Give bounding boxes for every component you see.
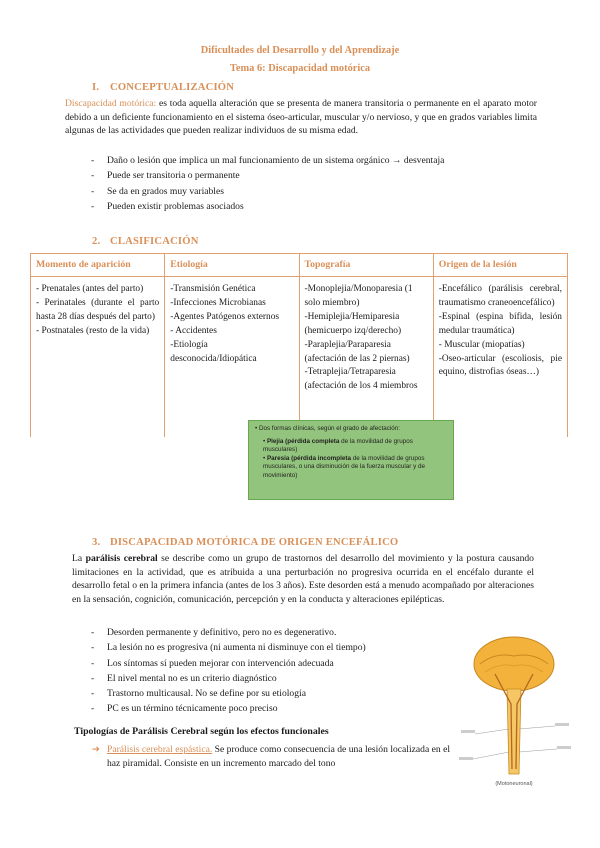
list-item: - Daño o lesión que implica un mal funcionamiento de un sistema orgánico → desventaja bbox=[91, 154, 444, 169]
table-entry: -Oseo-articular (escoliosis, pie equino, distrofias óseas…) bbox=[438, 353, 562, 378]
section-1-heading bbox=[92, 80, 234, 95]
cerebral-palsy-term: parálisis cerebral bbox=[85, 553, 158, 564]
arrow-right-icon: ➔ bbox=[92, 744, 101, 755]
list-item: - Los síntomas sí pueden mejorar con intervención adecuada bbox=[91, 657, 366, 672]
cerebral-palsy-paragraph bbox=[72, 552, 534, 606]
paragraph-lead: La bbox=[72, 553, 86, 564]
note-item-paresia-bold: Paresia (pérdida incompleta bbox=[266, 454, 351, 462]
table-header-topography: Topografía bbox=[299, 254, 433, 277]
table-cell-onset bbox=[31, 277, 165, 437]
table-cell-origin bbox=[433, 277, 567, 437]
table-header-origin: Origen de la lesión bbox=[433, 254, 567, 277]
label-placeholder bbox=[555, 723, 569, 726]
table-entry: - Prenatales (antes del parto) bbox=[36, 284, 144, 294]
table-entry: - Postnatales (resto de la vida) bbox=[36, 325, 150, 336]
table-header-onset: Momento de aparición bbox=[31, 254, 165, 277]
section-2-number: 2. bbox=[92, 236, 101, 247]
list-item: - PC es un término técnicamente poco preciso bbox=[91, 702, 366, 717]
table-entry: - Muscular (miopatías) bbox=[438, 339, 525, 350]
table-cell-topography bbox=[299, 277, 433, 437]
table-entry: -Transmisión Genética bbox=[170, 284, 256, 294]
table-cell-etiology bbox=[165, 277, 299, 437]
typologies-subtitle: Tipologías de Parálisis Cerebral según los efectos funcionales bbox=[74, 726, 329, 737]
spastic-palsy-text bbox=[92, 743, 450, 770]
list-item: - Puede ser transitoria o permanente bbox=[91, 169, 444, 184]
section-3-bullet-list bbox=[91, 626, 366, 718]
note-item-paresia-rest: de la movilidad de grupos musculares, o una disminución de la fuerza muscular y de movimiento) bbox=[263, 454, 426, 479]
label-placeholder bbox=[459, 757, 473, 760]
list-item: - Se da en grados muy variables bbox=[91, 185, 444, 200]
document-course-title: Dificultades del Desarrollo y del Aprendizaje bbox=[200, 45, 400, 56]
table-row bbox=[31, 277, 568, 437]
table-entry: - Accidentes bbox=[170, 325, 217, 336]
note-intro: • Dos formas clínicas, según el grado de afectación: bbox=[255, 425, 401, 432]
table-entry: -Monoplejia/Monoparesia (1 solo miembro) bbox=[304, 284, 413, 308]
table-entry: -Tetraplejia/Tetraparesia (afectación de los 4 miembros bbox=[304, 367, 418, 392]
brain-hemispheres-shape bbox=[474, 637, 554, 691]
section-2-heading bbox=[92, 234, 199, 249]
section-3-heading bbox=[92, 535, 398, 550]
classification-table bbox=[30, 253, 568, 437]
section-1-number: I. bbox=[92, 82, 100, 93]
spastic-palsy-term: Parálisis cerebral espástica. bbox=[107, 744, 213, 755]
list-item: - La lesión no es progresiva (ni aumenta ni disminuye con el tiempo) bbox=[91, 641, 366, 656]
spastic-palsy-item bbox=[92, 743, 450, 770]
table-entry: -Encefálico (parálisis cerebral, traumatismo craneoencefálico) bbox=[438, 284, 562, 308]
section-3-title: DISCAPACIDAD MOTÓRICA DE ORIGEN ENCEFÁLICO bbox=[110, 537, 399, 548]
table-header-etiology: Etiología bbox=[165, 254, 299, 277]
pyramidal-tract-illustration bbox=[455, 634, 573, 788]
table-entry: -Agentes Patógenos externos bbox=[170, 311, 280, 322]
list-item: - Desorden permanente y definitivo, pero no es degenerativo. bbox=[91, 626, 366, 641]
label-placeholder bbox=[557, 746, 571, 749]
definition-term: Discapacidad motórica: bbox=[65, 98, 157, 109]
cerebral-palsy-text: se describe como un grupo de trastornos del desarrollo del movimiento y la postura causando limitaciones en la actividad, que es atribuida a una perturbación no progresiva ocurrida en el encéfalo durante el desarrollo fetal o en la primera infancia (antes de los 3 años). Este desorden está a menudo acompañado por alteraciones en la sensación, cognición, comunicación, percepción y en la conducta y alteraciones epilépticas. bbox=[72, 553, 534, 605]
document-topic-title: Tema 6: Discapacidad motórica bbox=[229, 63, 371, 74]
section-1-title: CONCEPTUALIZACIÓN bbox=[110, 82, 235, 93]
section-1-bullet-list bbox=[91, 154, 444, 215]
clinical-forms-note bbox=[248, 420, 454, 500]
definition-paragraph bbox=[65, 97, 537, 138]
list-item: - Pueden existir problemas asociados bbox=[91, 200, 444, 215]
note-item-plejia-rest: de la movilidad de grupos musculares) bbox=[263, 437, 413, 454]
note-item-paresia: • Paresia (pérdida incompleta de la movilidad de grupos musculares, o una disminución de la fuerza muscular y de movimiento) bbox=[263, 454, 426, 479]
list-item: - El nivel mental no es un criterio diagnóstico bbox=[91, 672, 366, 687]
table-entry: -Infecciones Microbianas bbox=[170, 297, 266, 308]
table-entry: -Paraplejia/Paraparesia (afectación de las 2 piernas) bbox=[304, 339, 410, 364]
definition-text: es toda aquella alteración que se presenta de manera transitoria o permanente en el aparato motor debido a un deficiente funcionamiento en el sistema óseo-articular, muscular y/o nervioso, y que en grados variables limita algunas de las actividades que pueden realizar individuos de su misma edad. bbox=[65, 98, 537, 137]
table-entry: -Hemiplejia/Hemiparesia (hemicuerpo izq/derecho) bbox=[304, 311, 402, 336]
note-item-plejia: • Plejía (pérdida completa de la movilidad de grupos musculares) bbox=[263, 437, 413, 454]
table-entry: -Etiología desconocida/Idiopática bbox=[170, 339, 257, 364]
section-3-number: 3. bbox=[92, 537, 101, 548]
table-entry: - Perinatales (durante el parto hasta 28 días después del parto) bbox=[36, 297, 160, 322]
spastic-palsy-description: Se produce como consecuencia de una lesión localizada en el haz piramidal. Consiste en un incremento marcado del tono bbox=[107, 744, 451, 769]
table-entry: -Espinal (espina bífida, lesión medular traumática) bbox=[438, 311, 562, 336]
list-item: - Trastorno multicausal. No se define por su etiología bbox=[91, 687, 366, 702]
label-placeholder bbox=[461, 730, 475, 733]
note-item-plejia-bold: Plejía (pérdida completa bbox=[266, 437, 340, 445]
section-2-title: CLASIFICACIÓN bbox=[110, 236, 199, 247]
figure-caption: (Motoneuronal) bbox=[495, 781, 533, 787]
